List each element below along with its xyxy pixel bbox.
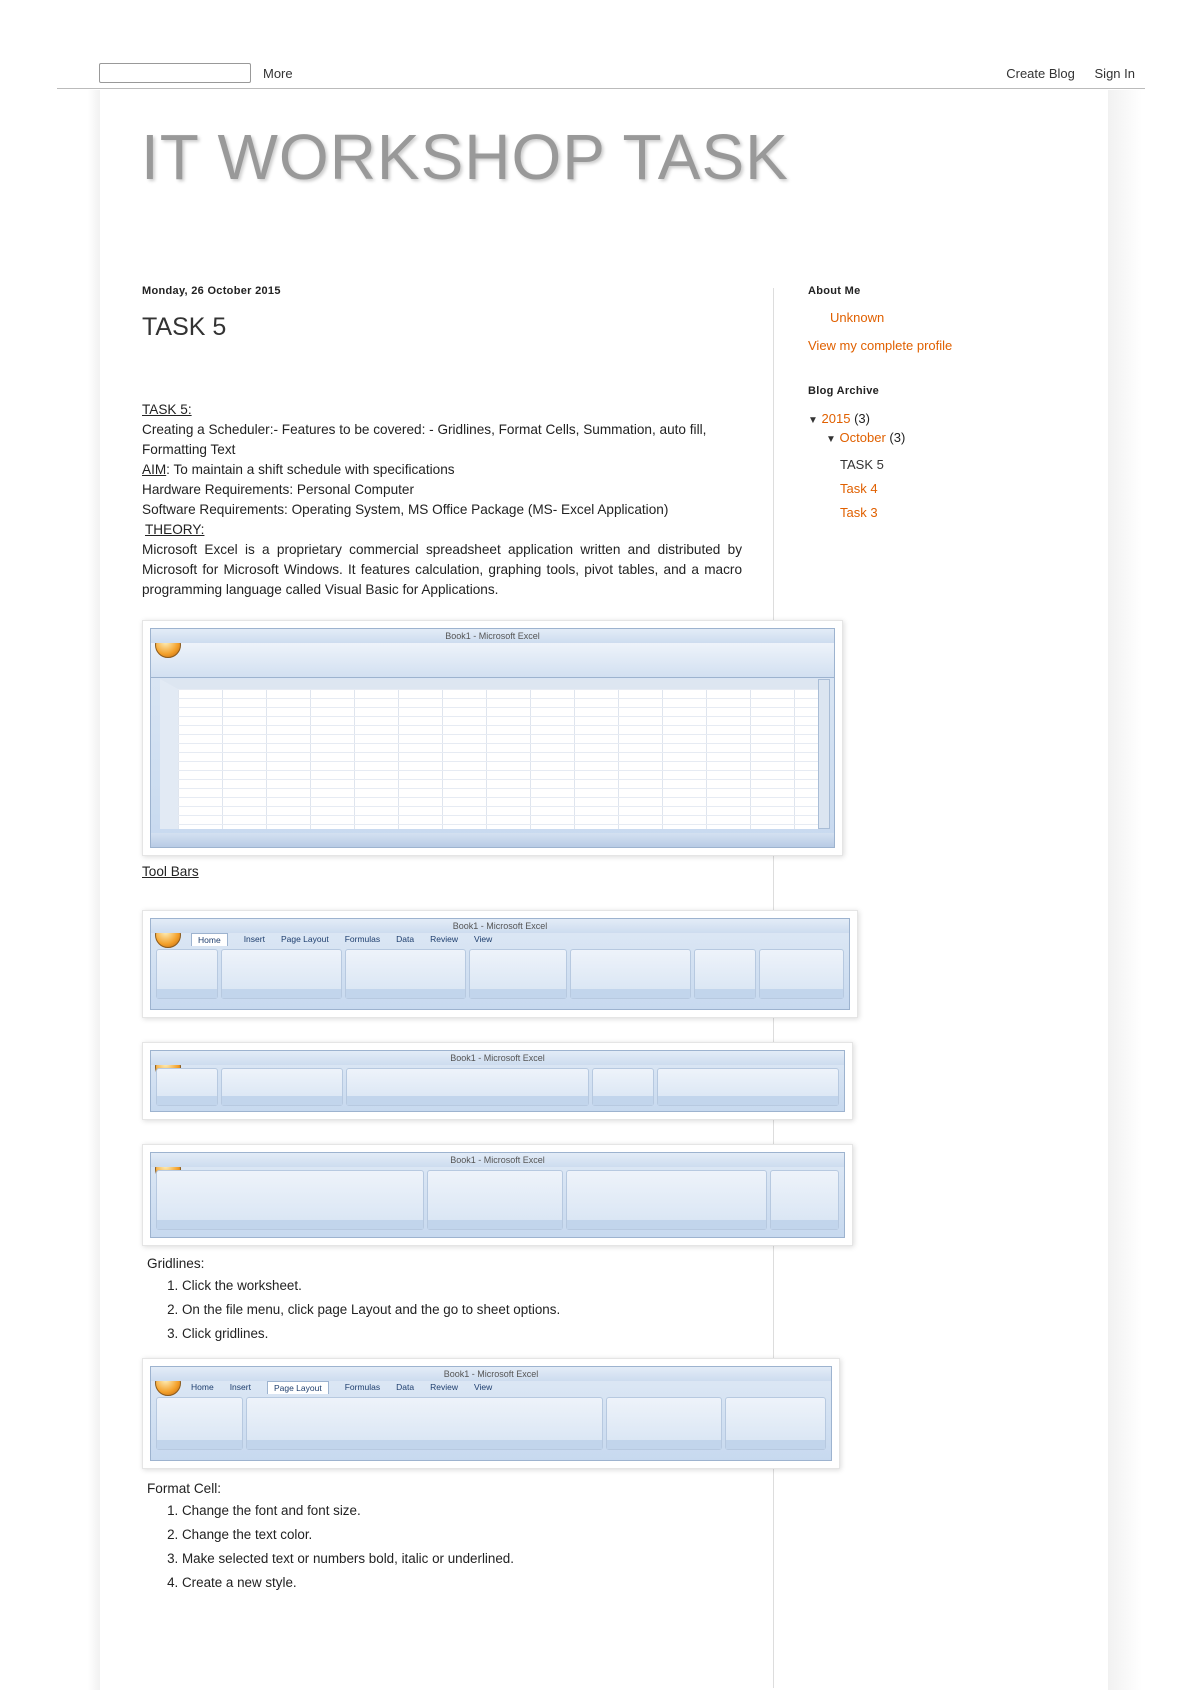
format-cell-steps [142, 1499, 742, 1595]
page-layout-ribbon [150, 1366, 832, 1461]
profile-name-link[interactable]: Unknown [830, 310, 885, 325]
ribbon-group [221, 949, 342, 999]
ribbon-group [469, 949, 566, 999]
theory-text: Microsoft Excel is a proprietary commercial spreadsheet application written and distributed by Microsoft for Microsoft Windows. It features calculation, graphing tools, pivot tables, and a macro programming language called Visual Basic for Applications. [142, 542, 742, 597]
insert-ribbon-screenshot [142, 1042, 853, 1120]
profile-name [808, 309, 1088, 327]
toolbars-heading: Tool Bars [142, 864, 199, 879]
excel-window [150, 628, 835, 848]
ribbon-groups [151, 1167, 844, 1233]
post-body [142, 400, 742, 600]
ribbon-group [156, 1170, 424, 1230]
theory-heading: THEORY: [145, 522, 205, 537]
tab-data: Data [396, 1382, 415, 1392]
ribbon-tabs [151, 1381, 831, 1394]
home-ribbon [150, 918, 850, 1010]
aim-label: AIM [142, 462, 167, 477]
ribbon-group [346, 1068, 588, 1106]
ribbon-groups [151, 1065, 844, 1109]
task-heading: TASK 5: [142, 402, 192, 417]
format-cell-heading: Format Cell: [147, 1481, 222, 1496]
task-description: Creating a Scheduler:- Features to be covered: - Gridlines, Format Cells, Summation, auto fill, Formatting Text [142, 422, 707, 457]
ribbon-groups [151, 1394, 831, 1453]
tab-formulas: Formulas [344, 1382, 381, 1392]
archive-post-link[interactable]: Task 3 [840, 505, 878, 520]
collapse-triangle-icon[interactable]: ▼ [808, 415, 818, 426]
ribbon-group [246, 1397, 603, 1450]
tab-data: Data [396, 934, 415, 944]
page-shadow-left [88, 90, 100, 1690]
ribbon-groups [151, 946, 849, 1002]
home-ribbon-title: Book1 - Microsoft Excel [151, 919, 849, 933]
tab-insert: Insert [243, 934, 265, 944]
profile-link-row [808, 337, 1088, 355]
blog-title[interactable]: IT WORKSHOP TASK [141, 121, 789, 193]
tab-view: View [473, 934, 493, 944]
page-layout-ribbon-screenshot [142, 1358, 840, 1469]
navbar-actions [990, 66, 1135, 81]
excel-title-bar: Book1 - Microsoft Excel [151, 629, 834, 643]
vertical-scrollbar [818, 679, 830, 829]
aim-line [142, 460, 742, 480]
ribbon-group [566, 1170, 768, 1230]
tab-view: View [473, 1382, 493, 1392]
list-item: 2. On the file menu, click page Layout and the go to sheet options. [182, 1298, 742, 1322]
formulas-ribbon [150, 1152, 845, 1238]
post-column [142, 285, 742, 1595]
home-ribbon-screenshot [142, 910, 858, 1018]
aim-text: : To maintain a shift schedule with specifications [166, 462, 455, 477]
sidebar [808, 285, 1088, 525]
archive-month-row [808, 430, 1088, 445]
archive-year-link[interactable]: 2015 [821, 411, 851, 426]
formulas-ribbon-title: Book1 - Microsoft Excel [151, 1153, 844, 1167]
ribbon-group [221, 1068, 343, 1106]
list-item: 3. Make selected text or numbers bold, italic or underlined. [182, 1547, 742, 1571]
excel-ribbon-strip [151, 643, 834, 678]
create-blog-link[interactable]: Create Blog [1006, 66, 1075, 81]
ribbon-group [694, 949, 756, 999]
insert-ribbon [150, 1050, 845, 1112]
list-item: 4. Create a new style. [182, 1571, 742, 1595]
tab-page-layout: Page Layout [267, 1381, 329, 1394]
about-me-heading: About Me [808, 285, 861, 297]
ribbon-group [759, 949, 844, 999]
tab-review: Review [430, 1382, 458, 1392]
page-layout-ribbon-title: Book1 - Microsoft Excel [151, 1367, 831, 1381]
top-navbar [57, 58, 1145, 89]
blog-archive-heading: Blog Archive [808, 385, 880, 397]
tab-formulas: Formulas [344, 934, 381, 944]
ribbon-group [345, 949, 466, 999]
archive-year-row [808, 411, 1088, 426]
more-link[interactable]: More [263, 66, 293, 81]
view-profile-link[interactable]: View my complete profile [808, 338, 953, 353]
tab-review: Review [430, 934, 458, 944]
list-item: 2. Change the text color. [182, 1523, 742, 1547]
ribbon-group [427, 1170, 562, 1230]
ribbon-group [770, 1170, 839, 1230]
software-requirements: Software Requirements: Operating System, MS Office Package (MS- Excel Application) [142, 502, 669, 517]
hardware-requirements: Hardware Requirements: Personal Computer [142, 482, 414, 497]
list-item: 1. Click the worksheet. [182, 1274, 742, 1298]
ribbon-group [657, 1068, 839, 1106]
archive-month-link[interactable]: October [839, 430, 886, 445]
archive-year-count: (3) [854, 411, 870, 426]
ribbon-group [592, 1068, 654, 1106]
ribbon-group [156, 1397, 243, 1450]
search-input[interactable] [99, 63, 251, 83]
archive-post-link[interactable]: Task 4 [840, 481, 878, 496]
tab-home: Home [191, 1382, 214, 1392]
tab-page-layout: Page Layout [280, 934, 329, 944]
list-item: 1. Change the font and font size. [182, 1499, 742, 1523]
collapse-triangle-icon[interactable]: ▼ [826, 434, 836, 445]
formulas-ribbon-screenshot [142, 1144, 853, 1246]
ribbon-group [156, 1068, 218, 1106]
archive-posts [808, 453, 1088, 525]
page-shadow-right [1108, 90, 1142, 1690]
excel-status-bar [151, 833, 834, 847]
archive-month-count: (3) [889, 430, 906, 445]
sign-in-link[interactable]: Sign In [1094, 66, 1135, 81]
ribbon-group [156, 949, 218, 999]
list-item: 3. Click gridlines. [182, 1322, 742, 1346]
post-date: Monday, 26 October 2015 [142, 285, 281, 297]
ribbon-tabs [151, 933, 849, 946]
gridlines-heading: Gridlines: [147, 1256, 205, 1271]
gridlines-steps [142, 1274, 742, 1346]
tab-insert: Insert [229, 1382, 251, 1392]
ribbon-group [570, 949, 691, 999]
ribbon-group [725, 1397, 826, 1450]
post-title[interactable]: TASK 5 [142, 313, 227, 341]
insert-ribbon-title: Book1 - Microsoft Excel [151, 1051, 844, 1065]
archive-post-current: TASK 5 [840, 457, 884, 472]
spreadsheet-grid [160, 679, 818, 829]
ribbon-group [606, 1397, 722, 1450]
excel-window-screenshot [142, 620, 843, 856]
tab-home: Home [191, 933, 228, 946]
